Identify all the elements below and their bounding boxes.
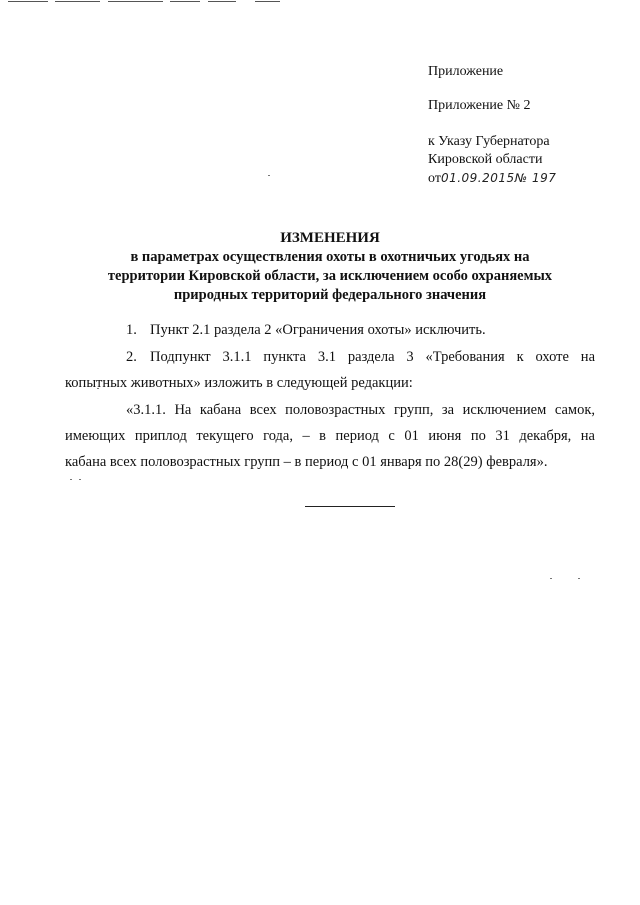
title-line: в параметрах осуществления охоты в охотничьих угодьях на <box>130 249 530 265</box>
item-text: Пункт 2.1 раздела 2 «Ограничения охоты» исключить. <box>150 322 486 338</box>
handwritten-date-number: 01.09.2015№ 197 <box>440 171 557 185</box>
closing-divider <box>305 506 395 507</box>
quote-line-3-wrap <box>65 454 595 471</box>
scan-speck <box>578 578 580 579</box>
region-name: Кировской области <box>428 152 543 167</box>
title-heading: ИЗМЕНЕНИЯ <box>280 230 380 246</box>
item-2-first-line-wrap <box>150 349 595 366</box>
item-number: 1. <box>126 322 137 338</box>
quote-line-2-wrap <box>65 428 595 445</box>
scan-speck <box>70 479 72 480</box>
scan-speck <box>79 479 81 480</box>
item-text: копытных животных» изложить в следующей редакции: <box>65 375 413 391</box>
item-text: Подпункт 3.1.1 пункта 3.1 раздела 3 «Требования к охоте на <box>150 349 595 365</box>
item-2-continuation <box>65 375 595 392</box>
appendix-block <box>428 63 628 188</box>
title-line: природных территорий федерального значения <box>173 287 487 303</box>
decree-reference: к Указу Губернатора <box>428 134 550 149</box>
quote-text: кабана всех половозрастных групп – в период с 01 января по 28(29) февраля». <box>65 454 548 470</box>
decree-date-line <box>428 169 628 188</box>
title-line: территории Кировской области, за исключением особо охраняемых <box>107 268 553 284</box>
date-prefix: от <box>428 171 441 186</box>
scan-edge-marks <box>0 0 640 6</box>
scan-speck <box>550 578 552 579</box>
quote-first-line-wrap <box>126 402 595 419</box>
quote-text: «3.1.1. На кабана всех половозрастных групп, за исключением самок, <box>126 402 595 418</box>
appendix-label: Приложение <box>428 64 504 79</box>
appendix-number: Приложение № 2 <box>428 98 531 113</box>
scan-speck <box>268 175 270 176</box>
quote-text: имеющих приплод текущего года, – в период с 01 июня по 31 декабря, на <box>65 428 595 444</box>
document-title <box>80 229 580 305</box>
item-number: 2. <box>126 349 137 365</box>
